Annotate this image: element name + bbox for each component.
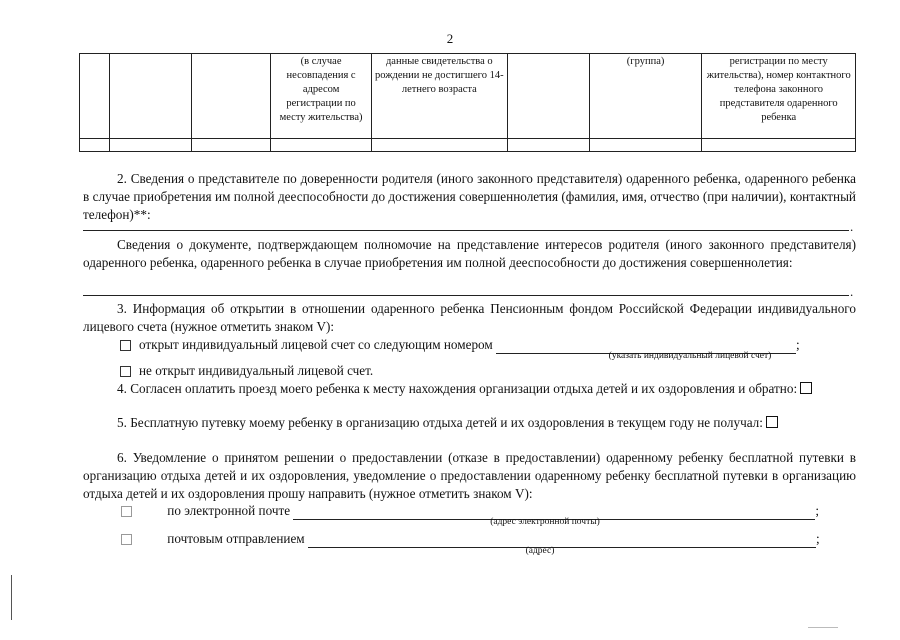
- scan-corner-mark: [808, 627, 838, 628]
- section-5-text: 5. Бесплатную путевку моему ребенку в организацию отдыха детей и их оздоровления в текущем году не получал:: [83, 414, 856, 432]
- section-2-text: 2. Сведения о представителе по доверенности родителя (иного законного представителя) одаренного ребенка, одаренного ребенка в случае приобретения им полной дееспособности до достижения совершеннолетия (фамилия, имя, отчество (при наличии), контактный телефон)**:: [83, 171, 856, 222]
- document-input-line[interactable]: [83, 295, 849, 296]
- page-number: 2: [446, 31, 454, 46]
- post-checkbox[interactable]: [121, 534, 132, 545]
- option-email: по электронной почте ;: [121, 502, 819, 520]
- scan-margin-line: [11, 575, 12, 620]
- account-number-hint: (указать индивидуальный лицевой счет): [608, 351, 772, 361]
- email-address-hint: (адрес электронной почты): [490, 517, 600, 527]
- table-cell-address-note: (в случае несовпадения с адресом регистрации по месту жительства): [271, 54, 371, 139]
- table-cell-birth-certificate: данные свидетельства о рождении не достигшего 14-летнего возраста: [371, 54, 507, 139]
- table-cell: [507, 54, 589, 139]
- email-checkbox[interactable]: [121, 506, 132, 517]
- table-row: [80, 54, 856, 139]
- no-voucher-checkbox[interactable]: [766, 416, 778, 428]
- section-3-text: 3. Информация об открытии в отношении одаренного ребенка Пенсионным фондом Российской Федерации индивидуального лицевого счета (нужное отметить знаком V):: [83, 301, 856, 334]
- table-cell-contact: регистрации по месту жительства), номер контактного телефона законного представителя одаренного ребенка: [702, 54, 856, 139]
- table-cell: [191, 54, 271, 139]
- table-cell: [109, 54, 191, 139]
- representative-input-line[interactable]: [83, 230, 849, 231]
- section-2-end-mark: .: [850, 219, 854, 234]
- account-opened-checkbox[interactable]: [120, 340, 131, 351]
- table-cell: [80, 139, 110, 152]
- table-cell: [109, 139, 191, 152]
- applicant-table: [79, 53, 856, 152]
- table-cell-group: (группа): [589, 54, 702, 139]
- section-4-text: 4. Согласен оплатить проезд моего ребенка к месту нахождения организации отдыха детей и их оздоровления и обратно:: [83, 380, 856, 398]
- section-2-doc-end-mark: .: [850, 284, 854, 299]
- postal-address-hint: (адрес): [525, 546, 555, 556]
- table-cell: [371, 139, 507, 152]
- table-row: [80, 139, 856, 152]
- travel-consent-checkbox[interactable]: [800, 382, 812, 394]
- account-not-opened-checkbox[interactable]: [120, 366, 131, 377]
- option-post: почтовым отправлением ;: [121, 530, 820, 548]
- table-cell: [702, 139, 856, 152]
- table-cell: [271, 139, 371, 152]
- table-cell: [589, 139, 702, 152]
- section-6-text: 6. Уведомление о принятом решении о предоставлении (отказе в предоставлении) одаренному ребенку бесплатной путевки в организацию отдыха детей и их оздоровления, уведомление о предоставлении одаренному ребенку бесплатной путевки в организацию отдыха детей и их оздоровления прошу направить (нужное отметить знаком V):: [83, 450, 856, 501]
- table-cell: [507, 139, 589, 152]
- table-cell: [80, 54, 110, 139]
- table-cell: [191, 139, 271, 152]
- section-2-document-text: Сведения о документе, подтверждающем полномочие на представление интересов родителя (иного законного представителя) одаренного ребенка, одаренного ребенка в случае приобретения им полной дееспособности до достижения совершеннолетия:: [83, 237, 856, 270]
- option-account-opened: открыт индивидуальный лицевой счет со следующим номером ;: [120, 336, 800, 354]
- option-account-not-opened: не открыт индивидуальный лицевой счет.: [120, 362, 373, 380]
